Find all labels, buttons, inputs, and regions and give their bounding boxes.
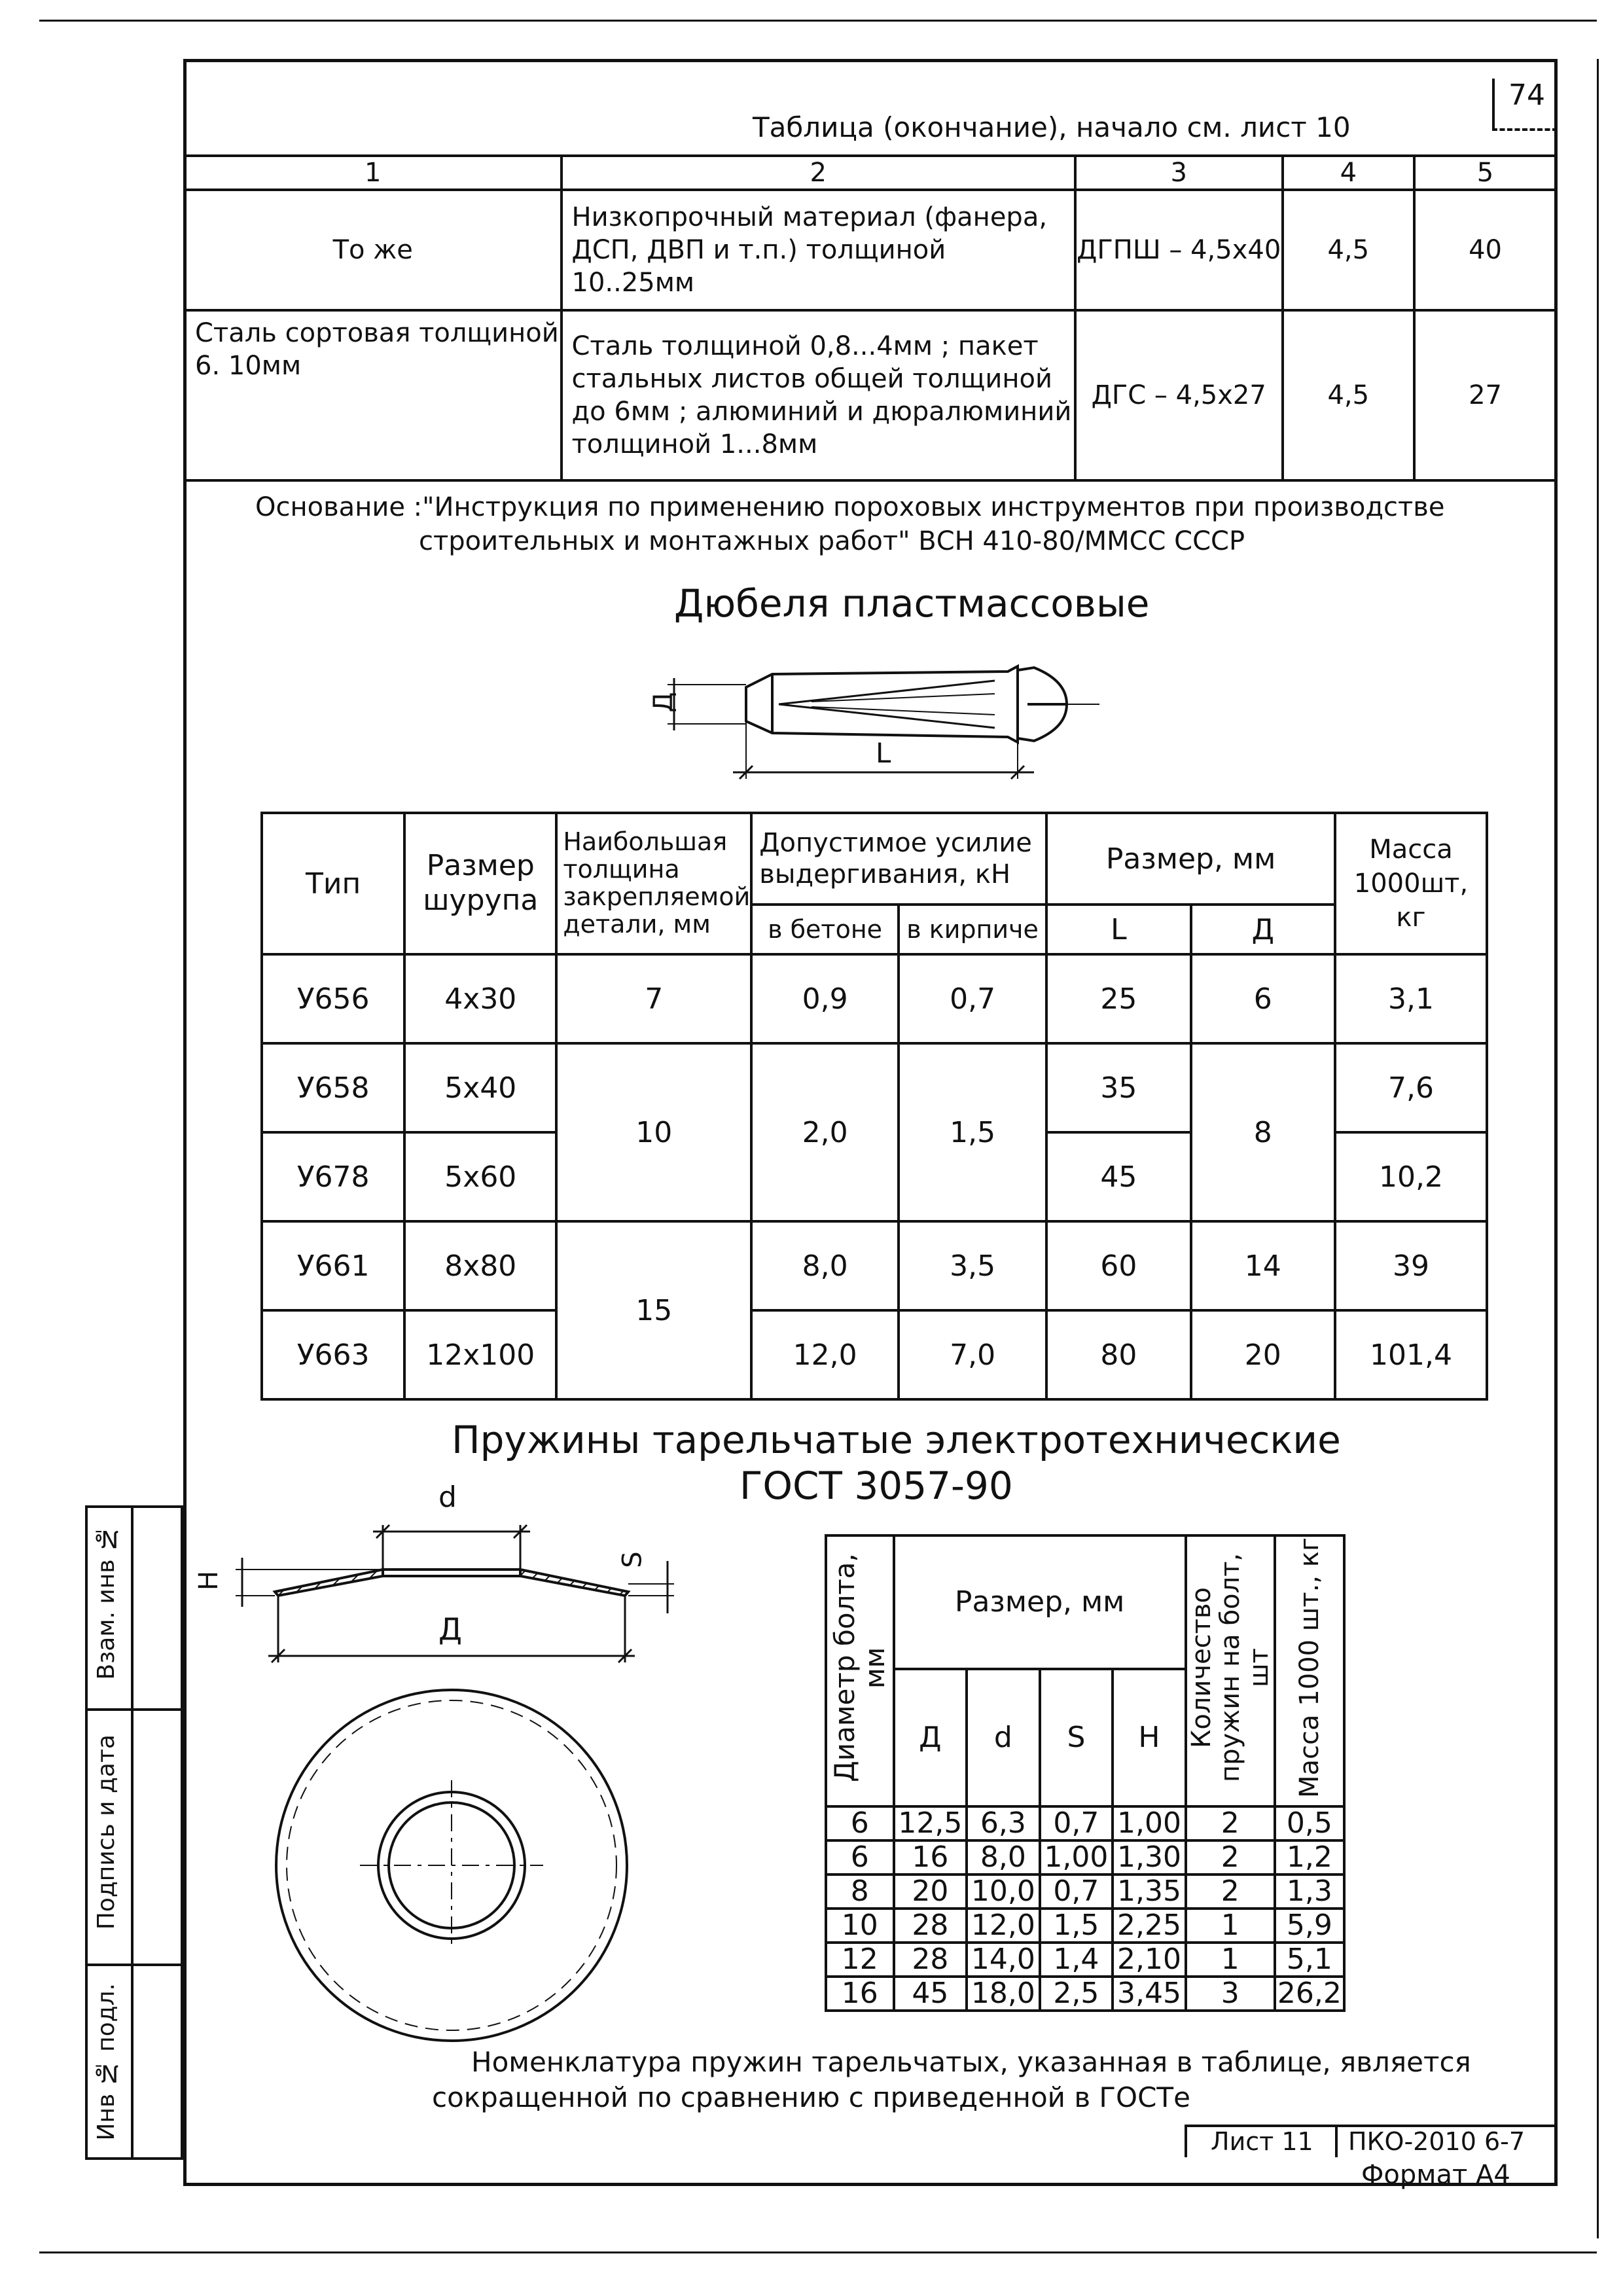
cell-screw: 12х100: [404, 1310, 556, 1399]
header-size-d: Д: [1191, 905, 1335, 954]
header-force: [751, 813, 1046, 905]
header-qty: [1186, 1535, 1275, 1806]
cell-screw: 5х60: [404, 1132, 556, 1221]
dowel-label-l: L: [876, 737, 891, 769]
header-text: Наибольшая толщина закрепляемой детали, мм: [563, 827, 751, 939]
cell-type: У678: [262, 1132, 404, 1221]
cell: 1,00: [1040, 1840, 1113, 1874]
cell: 12: [826, 1943, 894, 1977]
basis-line-1: Основание :"Инструкция по применению пороховых инструментов при производстве: [255, 492, 1445, 522]
table-row: [262, 1221, 1487, 1310]
header-mass: [1335, 813, 1487, 954]
cell: 26,2: [1275, 1977, 1344, 2011]
table-row: [826, 1909, 1344, 1943]
cell: ДГС – 4,5х27: [1075, 310, 1283, 480]
cell-concrete: 8,0: [751, 1221, 899, 1310]
cell: 10: [826, 1909, 894, 1943]
cell: 28: [894, 1909, 967, 1943]
header-d: d: [967, 1669, 1040, 1806]
cell: [562, 310, 1075, 480]
cell: 16: [894, 1840, 967, 1874]
table-row: [826, 1840, 1344, 1874]
cell-d: 8: [1191, 1043, 1335, 1221]
cell-thickness: 7: [556, 954, 751, 1043]
cell-thickness: 10: [556, 1043, 751, 1221]
col-number: 1: [185, 156, 562, 190]
springs-note-2: сокращенной по сравнению с приведенной в ГОСТе: [432, 2081, 1190, 2113]
cell-type: У658: [262, 1043, 404, 1132]
cell-concrete: 2,0: [751, 1043, 899, 1221]
cell: 45: [894, 1977, 967, 2011]
cell-type: У656: [262, 954, 404, 1043]
cell-thickness: 15: [556, 1221, 751, 1399]
header-force-concrete: в бетоне: [751, 905, 899, 954]
cell: ДГПШ – 4,5х40: [1075, 190, 1283, 310]
cell: [562, 190, 1075, 310]
cell-brick: 0,7: [899, 954, 1046, 1043]
cell-text: Сталь сортовая толщиной 6. 10мм: [195, 318, 559, 381]
springs-title: Пружины тарельчатые электротехнические: [452, 1418, 1341, 1462]
cell-text: Сталь толщиной 0,8...4мм ; пакет стальных листов общей толщиной до 6мм ; алюминий и дюралюминий толщиной 1...8мм: [571, 331, 1072, 459]
cell-mass: 101,4: [1335, 1310, 1487, 1399]
table-row: [262, 954, 1487, 1043]
top-table: [183, 154, 1558, 482]
cell: 0,7: [1040, 1806, 1113, 1840]
table-row: [826, 1977, 1344, 2011]
springs-table: [825, 1534, 1346, 2012]
header-size: Размер, мм: [894, 1535, 1186, 1669]
cell: 2,5: [1040, 1977, 1113, 2011]
cell-l: 35: [1046, 1043, 1190, 1132]
cell: 1,5: [1040, 1909, 1113, 1943]
cell: 14,0: [967, 1943, 1040, 1977]
cell: 16: [826, 1977, 894, 2011]
top-rule: [39, 20, 1597, 22]
table-row: [185, 310, 1556, 480]
cell: 6: [826, 1806, 894, 1840]
cell-d: 20: [1191, 1310, 1335, 1399]
cell: 18,0: [967, 1977, 1040, 2011]
header-mass: [1275, 1535, 1344, 1806]
cell-type: У661: [262, 1221, 404, 1310]
cell-mass: 10,2: [1335, 1132, 1487, 1221]
header-force-brick: в кирпиче: [899, 905, 1046, 954]
cell-screw: 5х40: [404, 1043, 556, 1132]
header-text: Масса 1000 шт., кг: [1294, 1537, 1325, 1799]
footer-sheet: Лист 11: [1211, 2127, 1313, 2156]
springs-note-1: Номенклатура пружин тарельчатых, указанная в таблице, является: [471, 2046, 1471, 2078]
spring-label-h: H: [194, 1570, 224, 1591]
right-edge: [1597, 59, 1599, 2238]
cell-screw: 8х80: [404, 1221, 556, 1310]
cell: 40: [1414, 190, 1556, 310]
dowel-drawing: [641, 641, 1126, 798]
stamp-replace-inv: Взам. инв №: [93, 1525, 120, 1680]
dowels-title: Дюбеля пластмассовые: [674, 581, 1150, 626]
cell-d: 14: [1191, 1221, 1335, 1310]
cell-type: У663: [262, 1310, 404, 1399]
cell-mass: 7,6: [1335, 1043, 1487, 1132]
header-size-l: L: [1046, 905, 1190, 954]
cell: 1: [1186, 1909, 1275, 1943]
header-D: Д: [894, 1669, 967, 1806]
cell: 3,45: [1113, 1977, 1186, 2011]
table-row: [185, 190, 1556, 310]
cell: 1: [1186, 1943, 1275, 1977]
spring-label-d-small: d: [438, 1480, 457, 1514]
spring-top-drawing: [262, 1682, 641, 2049]
cell: То же: [185, 190, 562, 310]
cell-brick: 7,0: [899, 1310, 1046, 1399]
cell: 1,35: [1113, 1874, 1186, 1909]
col-number: 2: [562, 156, 1075, 190]
header-S: S: [1040, 1669, 1113, 1806]
cell-screw: 4х30: [404, 954, 556, 1043]
cell: 12,0: [967, 1909, 1040, 1943]
table-row: [262, 1043, 1487, 1132]
basis-line-2: строительных и монтажных работ" ВСН 410-80/ММСС СССР: [419, 526, 1245, 556]
side-stamp-divider: [85, 1708, 183, 1711]
cell: 1,3: [1275, 1874, 1344, 1909]
cell-brick: 1,5: [899, 1043, 1046, 1221]
header-H: H: [1113, 1669, 1186, 1806]
cell: 8: [826, 1874, 894, 1909]
header-text: Диаметр болта, мм: [828, 1553, 891, 1783]
cell: 28: [894, 1943, 967, 1977]
bottom-rule: [39, 2251, 1597, 2253]
header-text: Допустимое усилие выдергивания, кН: [759, 828, 1032, 889]
cell: 2: [1186, 1874, 1275, 1909]
springs-gost: ГОСТ 3057-90: [740, 1463, 1013, 1508]
table-caption: Таблица (окончание), начало см. лист 10: [753, 111, 1351, 143]
cell-concrete: 12,0: [751, 1310, 899, 1399]
header-screw: [404, 813, 556, 954]
cell-l: 45: [1046, 1132, 1190, 1221]
page-number: 74: [1508, 79, 1545, 112]
table-row: [826, 1943, 1344, 1977]
table-row: [826, 1874, 1344, 1909]
cell: 1,30: [1113, 1840, 1186, 1874]
cell-mass: 39: [1335, 1221, 1487, 1310]
cell-d: 6: [1191, 954, 1335, 1043]
cell: 2,10: [1113, 1943, 1186, 1977]
header-bolt: [826, 1535, 894, 1806]
cell-l: 60: [1046, 1221, 1190, 1310]
cell: 0,7: [1040, 1874, 1113, 1909]
table-row: [826, 1806, 1344, 1840]
cell: 0,5: [1275, 1806, 1344, 1840]
footer-stamp-divider: [1335, 2125, 1338, 2157]
cell-concrete: 0,9: [751, 954, 899, 1043]
cell: 1,2: [1275, 1840, 1344, 1874]
footer-format: Формат А4: [1361, 2160, 1510, 2190]
footer-code: ПКО-2010 6-7: [1348, 2127, 1525, 2156]
cell-mass: 3,1: [1335, 954, 1487, 1043]
cell: 5,1: [1275, 1943, 1344, 1977]
cell: 5,9: [1275, 1909, 1344, 1943]
header-text: Масса 1000шт, кг: [1353, 834, 1469, 933]
cell: 4,5: [1283, 190, 1414, 310]
cell: 6: [826, 1840, 894, 1874]
cell: 8,0: [967, 1840, 1040, 1874]
cell: 3: [1186, 1977, 1275, 2011]
col-number: 4: [1283, 156, 1414, 190]
cell: 20: [894, 1874, 967, 1909]
cell: 2: [1186, 1806, 1275, 1840]
cell: 27: [1414, 310, 1556, 480]
cell: 4,5: [1283, 310, 1414, 480]
spring-label-d-big: Д: [438, 1611, 462, 1647]
cell: 2: [1186, 1840, 1275, 1874]
table-row: [262, 1310, 1487, 1399]
cell: 1,4: [1040, 1943, 1113, 1977]
cell: 6,3: [967, 1806, 1040, 1840]
header-size: Размер, мм: [1046, 813, 1335, 905]
col-number: 5: [1414, 156, 1556, 190]
header-text: Размер шурупа: [423, 849, 539, 917]
spring-side-drawing: [196, 1499, 694, 1676]
cell: [185, 310, 562, 480]
cell-text: Низкопрочный материал (фанера, ДСП, ДВП и т.п.) толщиной 10..25мм: [571, 202, 1048, 298]
spring-label-s: S: [617, 1551, 648, 1568]
dowel-label-d: Д: [648, 692, 679, 713]
cell: 10,0: [967, 1874, 1040, 1909]
cell-l: 25: [1046, 954, 1190, 1043]
cell-brick: 3,5: [899, 1221, 1046, 1310]
header-type: Тип: [262, 813, 404, 954]
col-number: 3: [1075, 156, 1283, 190]
header-text: Количество пружин на болт, шт: [1186, 1553, 1274, 1783]
dowels-table: [260, 812, 1488, 1401]
stamp-sign-date: Подпись и дата: [93, 1734, 120, 1930]
cell: 12,5: [894, 1806, 967, 1840]
cell: 1,00: [1113, 1806, 1186, 1840]
cell-l: 80: [1046, 1310, 1190, 1399]
stamp-inv-orig: Инв № подл.: [93, 1983, 120, 2141]
cell: 2,25: [1113, 1909, 1186, 1943]
header-thickness: [556, 813, 751, 954]
side-stamp-divider: [131, 1505, 134, 2160]
side-stamp-divider: [85, 1964, 183, 1966]
